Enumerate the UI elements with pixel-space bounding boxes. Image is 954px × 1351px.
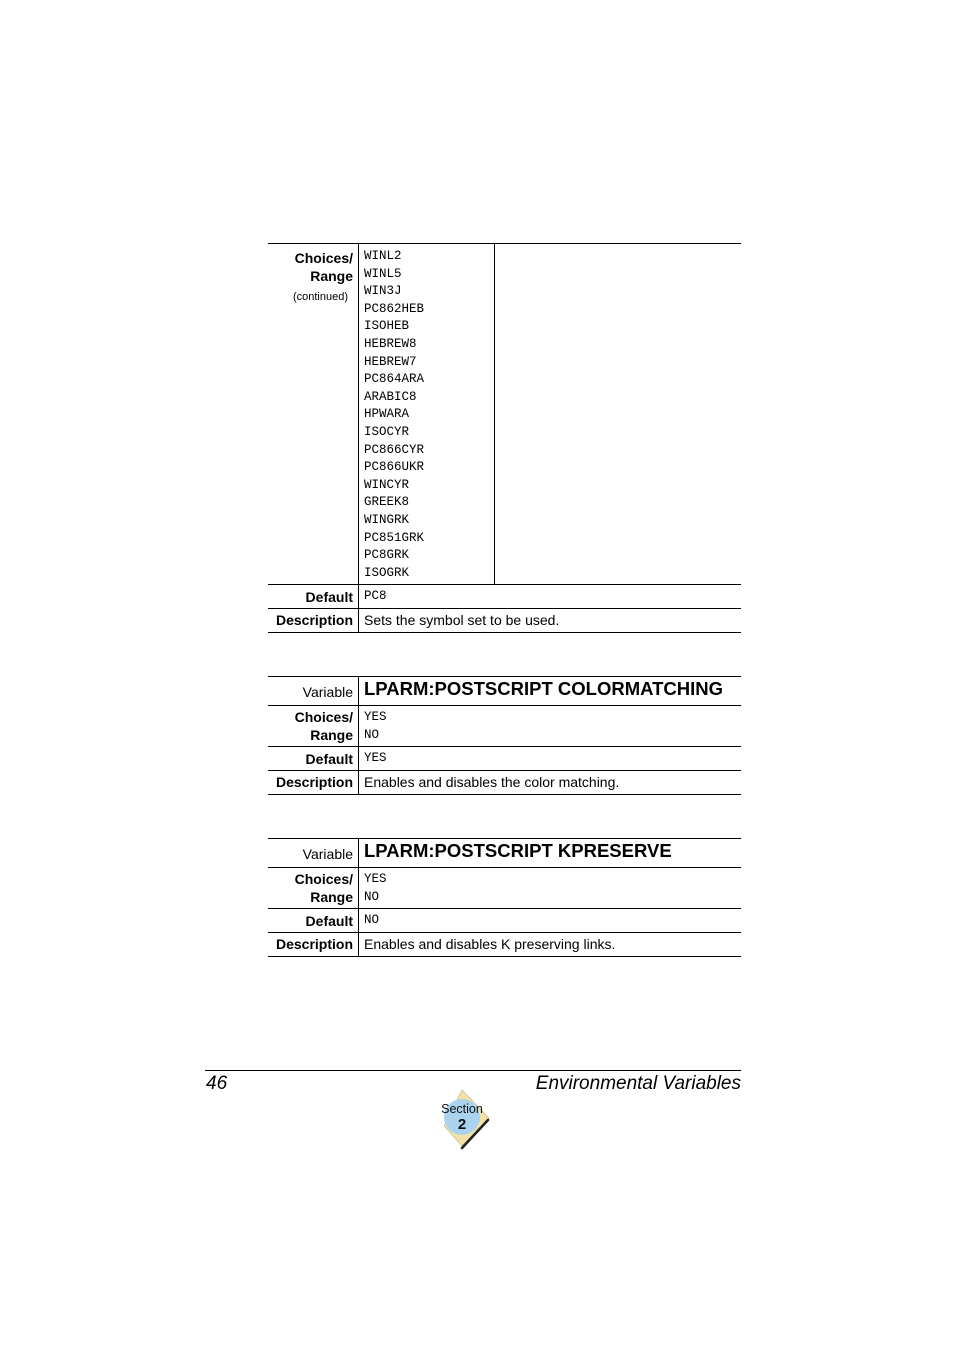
choice-item: NO [364,727,380,742]
default-value: NO [364,913,380,927]
choice-item: HEBREW8 [364,336,417,351]
choices-label: Choices/ Range [268,868,359,908]
choice-item: PC8GRK [364,548,410,563]
default-row [268,909,741,933]
variable-name: LPARM:POSTSCRIPT KPRESERVE [364,840,672,861]
choices-list [359,244,495,584]
choice-item: PC862HEB [364,301,425,316]
description-value: Enables and disables K preserving links. [364,936,616,952]
choices-row [268,706,741,747]
description-row [268,933,741,957]
choice-item: GREEK8 [364,495,410,510]
choice-item: WINL2 [364,249,402,263]
default-label: Default [268,909,359,932]
choice-item: ISOGRK [364,565,410,580]
kpreserve-table [268,838,741,957]
choice-item: PC866UKR [364,460,425,475]
choices-row [268,244,741,585]
colormatching-table [268,676,741,795]
description-row [268,609,741,633]
choice-item: YES [364,872,387,886]
choice-item: HPWARA [364,407,410,422]
choices-row [268,868,741,909]
choices-label: Choices/ Range (continued) [268,244,359,584]
choice-item: NO [364,889,380,904]
symbol-set-table [268,243,741,633]
variable-name: LPARM:POSTSCRIPT COLORMATCHING [364,678,724,699]
variable-label: Variable [268,677,359,705]
footer-title: Environmental Variables [535,1073,741,1094]
description-value: Sets the symbol set to be used. [364,612,560,628]
default-label: Default [268,585,359,608]
description-label: Description [268,771,359,794]
choice-item: WINCYR [364,477,410,492]
default-value: YES [364,751,387,765]
continued-note: (continued) [292,291,348,303]
description-value: Enables and disables the color matching. [364,774,620,790]
default-value: PC8 [364,589,387,603]
choice-item: PC866CYR [364,442,425,457]
choice-item: ISOCYR [364,424,410,439]
section-word: Section [441,1102,483,1116]
choice-item: WIN3J [364,284,402,299]
section-badge-icon [436,1088,492,1152]
default-label: Default [268,747,359,770]
choices-list [359,706,741,746]
footer-divider [205,1070,741,1071]
variable-row [268,677,741,706]
description-label: Description [268,609,359,632]
choices-label: Choices/ Range [268,706,359,746]
empty-cell [495,244,741,584]
choice-item: PC851GRK [364,530,425,545]
variable-row [268,839,741,868]
section-number: 2 [457,1116,467,1133]
choice-item: ARABIC8 [364,389,417,404]
description-row [268,771,741,795]
choice-item: ISOHEB [364,319,410,334]
choice-item: PC864ARA [364,372,425,387]
choice-item: YES [364,710,387,724]
variable-label: Variable [268,839,359,867]
choice-item: WINGRK [364,512,410,527]
description-label: Description [268,933,359,956]
default-row [268,585,741,609]
page-number: 46 [206,1073,228,1094]
choice-item: WINL5 [364,266,402,281]
choices-list [359,868,741,908]
choice-item: HEBREW7 [364,354,417,369]
default-row [268,747,741,771]
